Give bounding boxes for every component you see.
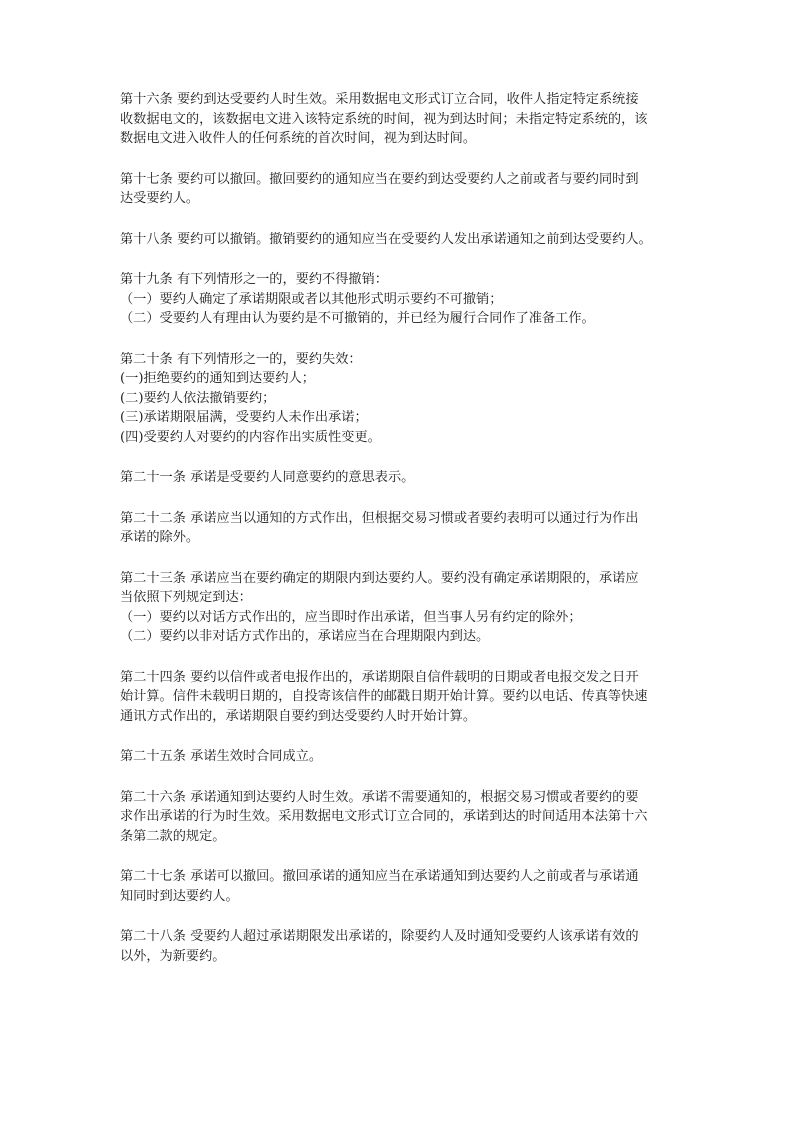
text-line: (二)要约人依法撤销要约；: [120, 390, 276, 406]
article-paragraph: [120, 230, 680, 250]
article-paragraph: [120, 509, 680, 548]
article-paragraph: [120, 170, 680, 209]
text-line: 第二十六条 承诺通知到达要约人时生效。承诺不需要通知的，根据交易习惯或者要约的要: [120, 789, 639, 805]
text-line: 求作出承诺的行为时生效。采用数据电文形式订立合同的，承诺到达的时间适用本法第十六: [120, 809, 648, 824]
text-line: （二）受要约人有理由认为要约是不可撤销的，并已经为履行合同作了准备工作。: [120, 311, 595, 326]
text-line: 第十六条 要约到达受要约人时生效。采用数据电文形式订立合同，收件人指定特定系统接: [120, 92, 639, 107]
article-paragraph: [120, 668, 680, 727]
text-line: 条第二款的规定。: [120, 828, 226, 844]
text-line: 通讯方式作出的，承诺期限自要约到达受要约人时开始计算。: [120, 708, 477, 724]
text-line: 第二十一条 承诺是受要约人同意要约的意思表示。: [120, 470, 415, 485]
text-line: 数据电文进入收件人的任何系统的首次时间，视为到达时间。: [120, 131, 477, 146]
text-line: 始计算。信件未载明日期的，自投寄该信件的邮戳日期开始计算。要约以电话、传真等快速: [120, 689, 648, 704]
text-line: (三)承诺期限届满，受要约人未作出承诺；: [120, 410, 368, 425]
article-paragraph: [120, 90, 680, 149]
text-line: 第二十条 有下列情形之一的，要约失效：: [120, 351, 362, 367]
text-line: （二）要约以非对话方式作出的，承诺应当在合理期限内到达。: [120, 629, 490, 644]
article-paragraph: [120, 569, 680, 647]
article-paragraph: [120, 788, 680, 847]
article-paragraph: [120, 747, 680, 767]
text-line: 当依照下列规定到达：: [120, 590, 252, 605]
text-line: (一)拒绝要约的通知到达要约人；: [120, 371, 315, 386]
article-paragraph: [120, 867, 680, 906]
text-line: 第十七条 要约可以撤回。撤回要约的通知应当在要约到达受要约人之前或者与要约同时到: [120, 171, 639, 187]
text-line: 第二十五条 承诺生效时合同成立。: [120, 749, 323, 764]
text-line: 第十九条 有下列情形之一的，要约不得撤销：: [120, 272, 388, 287]
text-line: 第二十二条 承诺应当以通知的方式作出，但根据交易习惯或者要约表明可以通过行为作出: [120, 510, 639, 526]
article-paragraph: [120, 468, 680, 488]
text-line: 第二十三条 承诺应当在要约确定的期限内到达要约人。要约没有确定承诺期限的，承诺应: [120, 570, 639, 586]
text-line: 第十八条 要约可以撤销。撤销要约的通知应当在受要约人发出承诺通知之前到达受要约人。: [120, 231, 652, 247]
text-line: 以外，为新要约。: [120, 948, 226, 964]
text-line: （一）要约以对话方式作出的，应当即时作出承诺，但当事人另有约定的除外；: [120, 609, 582, 625]
text-line: （一）要约人确定了承诺期限或者以其他形式明示要约不可撤销；: [120, 291, 503, 307]
text-line: 第二十七条 承诺可以撤回。撤回承诺的通知应当在承诺通知到达要约人之前或者与承诺通: [120, 869, 639, 884]
text-line: 达受要约人。: [120, 191, 200, 206]
article-paragraph: [120, 270, 680, 329]
text-line: 第二十四条 要约以信件或者电报作出的，承诺期限自信件载明的日期或者电报交发之日开: [120, 669, 639, 685]
text-line: (四)受要约人对要约的内容作出实质性变更。: [120, 429, 381, 445]
text-line: 承诺的除外。: [120, 530, 200, 545]
document-page: [120, 90, 680, 987]
article-paragraph: [120, 350, 680, 448]
article-paragraph: [120, 927, 680, 966]
text-line: 知同时到达要约人。: [120, 888, 239, 904]
text-line: 收数据电文的，该数据电文进入该特定系统的时间，视为到达时间；未指定特定系统的，该: [120, 111, 648, 127]
text-line: 第二十八条 受要约人超过承诺期限发出承诺的，除要约人及时通知受要约人该承诺有效的: [120, 929, 639, 944]
